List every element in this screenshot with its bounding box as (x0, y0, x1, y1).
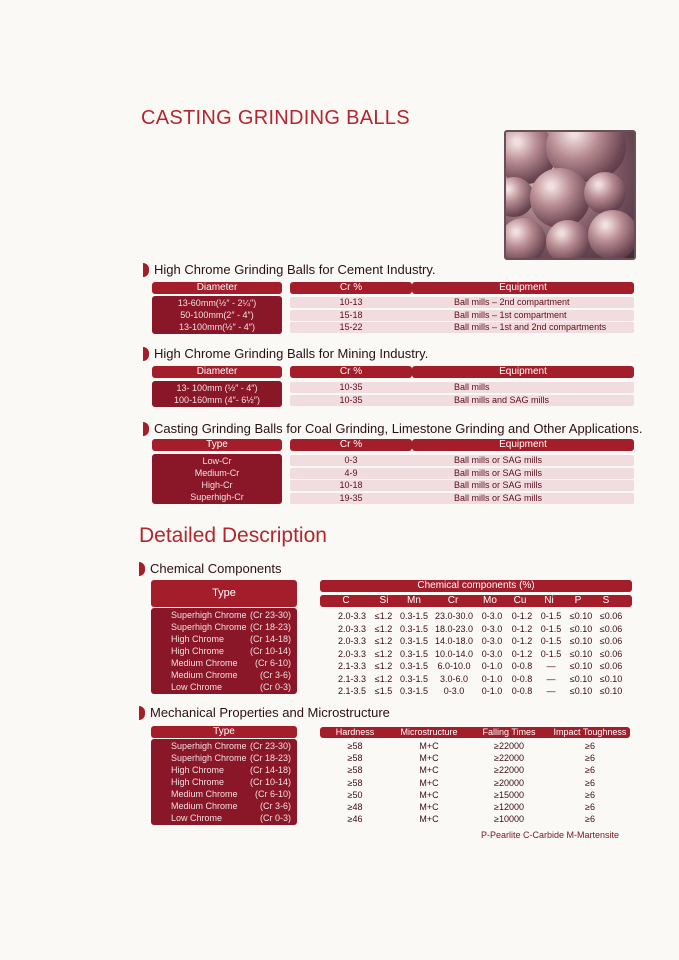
cr-value: 10-13 (339, 297, 363, 307)
chem-type (151, 669, 297, 681)
cement-col-cr: Cr % (290, 282, 412, 294)
type-name: Superhigh Chrome (171, 622, 247, 632)
section-marker-icon (139, 562, 145, 576)
microstructure-legend: P-Pearlite C-Carbide M-Martensite (481, 830, 620, 840)
mech-type (151, 740, 297, 752)
chem-value: 0-1.0 (481, 673, 503, 684)
element-header: Ni (544, 595, 554, 606)
mech-type-box (151, 739, 297, 825)
chem-value: ≤0.06 (599, 648, 623, 659)
mech-type (151, 752, 297, 764)
chem-type (151, 633, 297, 645)
chem-values (333, 610, 633, 698)
chem-value: 0-3.0 (443, 686, 465, 696)
equipment-value: Ball mills and SAG mills (454, 394, 550, 405)
mech-value: M+C (419, 777, 439, 788)
table-row (333, 610, 633, 623)
chem-type (151, 645, 297, 657)
mining-heading-text: High Chrome Grinding Balls for Mining Industry. (154, 346, 429, 361)
chem-value: 0-1.5 (540, 648, 562, 659)
equipment-value: Ball mills or SAG mills (454, 467, 543, 478)
element-header: C (342, 595, 350, 606)
type-cr-range: (Cr 6-10) (254, 658, 291, 668)
chem-value: ≤1.2 (374, 623, 393, 634)
chem-value: 0-1.5 (540, 623, 562, 634)
coal-heading (143, 421, 642, 436)
cement-heading-text: High Chrome Grinding Balls for Cement Industry. (154, 262, 436, 277)
table-row (333, 623, 633, 636)
table-row (333, 660, 633, 673)
mech-col-header: Microstructure (400, 727, 458, 737)
chem-value: ≤1.5 (374, 686, 393, 696)
element-header: S (602, 595, 610, 606)
grinding-balls-photo (504, 130, 636, 260)
mining-values (290, 382, 634, 407)
cement-diameter: 13-100mm(½″ - 4″) (179, 322, 255, 332)
chem-value: ≤0.06 (599, 636, 623, 646)
table-row (333, 648, 633, 661)
table-row (320, 752, 630, 764)
type-name: Superhigh Chrome (171, 610, 247, 620)
section-marker-icon (143, 347, 149, 361)
mech-values (320, 740, 630, 825)
mech-value: ≥22000 (494, 741, 524, 751)
type-name: Medium Chrome (171, 658, 238, 668)
chem-value: 0-3.0 (481, 611, 503, 621)
cr-value: 10-35 (339, 382, 363, 392)
mech-type (151, 800, 297, 812)
chem-value: 2.0-3.3 (337, 648, 367, 659)
table-row (333, 673, 633, 686)
chem-value: ≤0.10 (569, 623, 593, 634)
type-name: High Chrome (171, 777, 225, 787)
equipment-value: Ball mills or SAG mills (454, 480, 543, 490)
table-row (320, 801, 630, 813)
mech-value: ≥6 (585, 765, 595, 776)
table-row (290, 322, 634, 333)
cement-diameter-box (152, 296, 282, 334)
chem-value: 2.1-3.5 (337, 686, 367, 696)
chem-value: 0-1.2 (511, 636, 533, 646)
mech-value: M+C (419, 753, 439, 764)
chem-value: 0-1.5 (540, 636, 562, 646)
mining-diameter: 100-160mm (4″- 6½″) (174, 395, 260, 405)
mech-value: M+C (419, 814, 439, 825)
mining-col-equipment: Equipment (412, 366, 634, 378)
chem-value: ≤0.10 (599, 686, 623, 696)
chem-value: 0-0.8 (511, 661, 533, 671)
mech-type-header: Type (151, 726, 297, 738)
mech-value: ≥48 (347, 801, 363, 812)
type-name: Low Chrome (171, 682, 223, 692)
chem-value: ≤0.10 (569, 611, 593, 621)
type-cr-range: (Cr 3-6) (260, 801, 291, 811)
chem-value: — (546, 661, 556, 671)
mech-value: ≥22000 (494, 765, 524, 776)
coal-col-cr: Cr % (290, 439, 412, 451)
chem-heading (139, 561, 282, 576)
mech-value: ≥50 (347, 789, 363, 800)
mech-value: ≥22000 (494, 753, 524, 764)
chem-value: 0-1.2 (511, 611, 533, 621)
cr-value: 10-18 (339, 480, 363, 490)
mech-value: ≥58 (347, 777, 363, 788)
chem-value: 0.3-1.5 (399, 611, 429, 621)
table-row (290, 455, 634, 466)
type-cr-range: (Cr 6-10) (254, 789, 291, 799)
chem-value: ≤0.10 (599, 673, 623, 684)
type-cr-range: (Cr 23-30) (249, 741, 291, 751)
mining-col-diameter: Diameter (152, 366, 282, 378)
chem-value: 0.3-1.5 (399, 648, 429, 659)
equipment-value: Ball mills or SAG mills (454, 455, 543, 465)
chem-value: 0.3-1.5 (399, 673, 429, 684)
mech-value: M+C (419, 789, 439, 800)
mech-value: ≥20000 (494, 777, 524, 788)
type-cr-range: (Cr 10-14) (249, 646, 291, 656)
page-title: CASTING GRINDING BALLS (141, 107, 410, 129)
coal-values (290, 455, 634, 505)
equipment-value: Ball mills (454, 382, 490, 392)
chem-value: 0-0.8 (511, 686, 533, 696)
table-row (320, 764, 630, 776)
mech-value: M+C (419, 765, 439, 776)
chem-value: 10.0-14.0 (434, 648, 474, 659)
chem-value: 0.3-1.5 (399, 661, 429, 671)
chem-group-header: Chemical components (%) (320, 580, 632, 592)
chem-value: 2.0-3.3 (337, 623, 367, 634)
chem-type-header: Type (151, 580, 297, 607)
chem-value: 14.0-18.0 (434, 636, 474, 646)
type-name: High Chrome (171, 765, 225, 775)
mech-type (151, 776, 297, 788)
type-name: Medium Chrome (171, 670, 238, 680)
chem-value: 0-1.2 (511, 648, 533, 659)
type-cr-range: (Cr 14-18) (249, 765, 291, 775)
table-row (290, 310, 634, 321)
element-header: P (574, 595, 582, 606)
chem-type (151, 657, 297, 669)
mining-col-cr: Cr % (290, 366, 412, 378)
chem-value: 3.0-6.0 (439, 673, 469, 684)
mech-type (151, 788, 297, 800)
element-header: Mo (483, 595, 497, 606)
type-name: Superhigh Chrome (171, 753, 247, 763)
type-cr-range: (Cr 10-14) (249, 777, 291, 787)
chem-value: ≤0.06 (599, 661, 623, 671)
table-row (290, 297, 634, 308)
chem-value: ≤1.2 (374, 673, 393, 684)
type-cr-range: (Cr 18-23) (249, 622, 291, 632)
chem-value: 0.3-1.5 (399, 623, 429, 634)
equipment-value: Ball mills – 2nd compartment (454, 297, 570, 307)
chem-value: 2.1-3.3 (337, 661, 367, 671)
mech-heading-text: Mechanical Properties and Microstructure (150, 705, 390, 720)
table-row (290, 395, 634, 406)
chem-value: ≤1.2 (374, 661, 393, 671)
mech-type (151, 812, 297, 824)
type-cr-range: (Cr 0-3) (260, 813, 291, 823)
type-cr-range: (Cr 23-30) (249, 610, 291, 620)
chem-value: ≤0.10 (569, 673, 593, 684)
chem-value: 2.0-3.3 (337, 636, 367, 646)
chem-value: ≤1.2 (374, 648, 393, 659)
chem-value: 0.3-1.5 (399, 686, 429, 696)
table-row (290, 382, 634, 393)
mining-diameter-box (152, 381, 282, 407)
mech-value: ≥6 (585, 801, 595, 812)
detailed-heading: Detailed Description (139, 524, 327, 547)
chem-value: ≤0.06 (599, 611, 623, 621)
chem-element-headers (320, 595, 632, 607)
mech-value: ≥6 (585, 789, 595, 800)
chem-type (151, 681, 297, 693)
chem-value: ≤0.06 (599, 623, 623, 634)
mech-col-header: Impact Toughness (553, 727, 627, 737)
chem-value: — (546, 686, 556, 696)
cement-diameter: 50-100mm(2″ - 4″) (180, 310, 254, 320)
chem-value: 18.0-23.0 (434, 623, 474, 634)
chem-value: ≤1.2 (374, 611, 393, 621)
type-name: Medium Chrome (171, 789, 238, 799)
mech-value: ≥6 (585, 753, 595, 764)
table-row (320, 740, 630, 752)
mech-col-header: Hardness (335, 727, 375, 737)
table-row (333, 635, 633, 648)
chem-value: ≤0.10 (569, 661, 593, 671)
mech-value: ≥6 (585, 741, 595, 751)
mech-type (151, 764, 297, 776)
mech-value: ≥46 (347, 814, 363, 825)
mech-value: ≥12000 (494, 801, 524, 812)
coal-type: Superhigh-Cr (190, 492, 244, 502)
chem-value: 6.0-10.0 (437, 661, 471, 671)
chem-value: 0-1.0 (481, 661, 503, 671)
type-name: Medium Chrome (171, 801, 238, 811)
chem-value: 0-0.8 (511, 673, 533, 684)
table-row (290, 468, 634, 479)
chem-value: 0-1.5 (540, 611, 562, 621)
element-header: Si (379, 595, 389, 606)
mining-diameter: 13- 100mm (½″ - 4″) (176, 383, 258, 393)
table-row (320, 813, 630, 825)
table-row (290, 480, 634, 491)
equipment-value: Ball mills – 1st compartment (454, 309, 567, 320)
chem-value: 0-1.2 (511, 623, 533, 634)
coal-type: Low-Cr (202, 456, 232, 466)
section-marker-icon (139, 706, 145, 720)
table-row (320, 777, 630, 789)
type-cr-range: (Cr 18-23) (249, 753, 291, 763)
chem-value: ≤1.2 (374, 636, 393, 646)
equipment-value: Ball mills – 1st and 2nd compartments (454, 322, 607, 332)
chem-value: — (546, 673, 556, 684)
section-marker-icon (143, 263, 149, 277)
cr-value: 15-22 (339, 322, 363, 332)
chem-value: 2.1-3.3 (337, 673, 367, 684)
chem-value: 23.0-30.0 (434, 611, 474, 621)
type-cr-range: (Cr 14-18) (249, 634, 291, 644)
element-header: Cu (513, 595, 527, 606)
section-marker-icon (143, 422, 149, 436)
cr-value: 10-35 (339, 394, 363, 405)
chem-value: 0-1.0 (481, 686, 503, 696)
element-header: Cr (447, 595, 459, 606)
mech-heading (139, 705, 390, 720)
coal-heading-text: Casting Grinding Balls for Coal Grinding, Limestone Grinding and Other Applications. (154, 421, 643, 436)
mech-col-headers (320, 727, 630, 738)
table-row (333, 685, 633, 698)
cement-heading (143, 262, 436, 277)
cr-value: 19-35 (339, 492, 363, 503)
cement-col-diameter: Diameter (152, 282, 282, 294)
mining-heading (143, 346, 428, 361)
cement-col-equipment: Equipment (412, 282, 634, 294)
chem-value: ≤0.10 (569, 636, 593, 646)
mech-value: M+C (419, 741, 439, 751)
chem-type (151, 621, 297, 633)
chem-value: 2.0-3.3 (337, 611, 367, 621)
chem-value: 0-3.0 (481, 623, 503, 634)
type-cr-range: (Cr 0-3) (260, 682, 291, 692)
cr-value: 15-18 (339, 309, 363, 320)
chem-value: 0.3-1.5 (399, 636, 429, 646)
type-name: High Chrome (171, 634, 225, 644)
chem-value: 0-3.0 (481, 648, 503, 659)
cr-value: 4-9 (344, 467, 358, 478)
chem-value: 0-3.0 (481, 636, 503, 646)
chem-heading-text: Chemical Components (150, 561, 282, 576)
type-name: Low Chrome (171, 813, 223, 823)
chem-value: ≤0.10 (569, 686, 593, 696)
chem-value: ≤0.10 (569, 648, 593, 659)
mech-value: ≥6 (585, 777, 595, 788)
mech-value: ≥58 (347, 741, 363, 751)
chem-type-box (151, 608, 297, 694)
type-cr-range: (Cr 3-6) (260, 670, 291, 680)
mech-value: ≥6 (585, 814, 595, 825)
element-header: Mn (407, 595, 421, 606)
coal-type: High-Cr (201, 480, 233, 490)
mech-col-header: Falling Times (482, 727, 536, 737)
cr-value: 0-3 (344, 455, 358, 465)
mech-value: ≥58 (347, 765, 363, 776)
mech-value: ≥15000 (494, 789, 524, 800)
chem-type (151, 609, 297, 621)
cement-values (290, 297, 634, 335)
table-row (290, 493, 634, 504)
mech-value: ≥58 (347, 753, 363, 764)
coal-type-box (152, 454, 282, 504)
coal-col-type: Type (152, 439, 282, 451)
table-row (320, 789, 630, 801)
coal-type: Medium-Cr (194, 468, 240, 478)
equipment-value: Ball mills or SAG mills (454, 492, 543, 503)
coal-col-equipment: Equipment (412, 439, 634, 451)
mech-value: M+C (419, 801, 439, 812)
cement-diameter: 13-60mm(½″ - 2¼″) (177, 298, 257, 308)
type-name: High Chrome (171, 646, 225, 656)
type-name: Superhigh Chrome (171, 741, 247, 751)
mech-value: ≥10000 (494, 814, 524, 825)
